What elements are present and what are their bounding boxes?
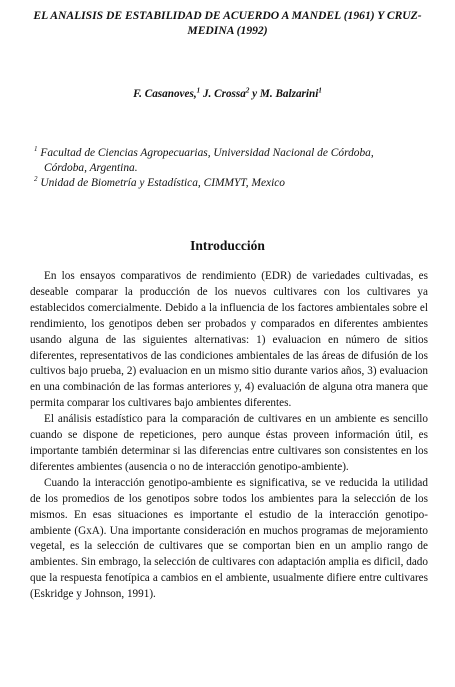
affiliation-item — [34, 146, 434, 176]
author-affiliation-mark: 2 — [245, 86, 250, 95]
affiliation-mark: 2 — [34, 175, 38, 184]
author-name: y M. Balzarini — [252, 88, 319, 100]
affiliation-location: Córdoba, Argentina. — [44, 162, 138, 174]
author-name: J. Crossa — [202, 88, 246, 100]
affiliation-text: Facultad de Ciencias Agropecuarias, Universidad Nacional de Córdoba, — [40, 147, 374, 159]
affiliations — [34, 146, 434, 191]
affiliation-text: Unidad de Biometría y Estadística, CIMMYT, Mexico — [40, 177, 286, 189]
section-body — [30, 269, 428, 603]
affiliation-item — [34, 176, 434, 191]
affiliation-mark: 1 — [34, 145, 38, 154]
paper-title: EL ANALISIS DE ESTABILIDAD DE ACUERDO A MANDEL (1961) Y CRUZ-MEDINA (1992) — [33, 9, 422, 37]
author-affiliation-mark: 1 — [196, 86, 201, 95]
section-heading: Introducción — [190, 238, 265, 253]
body-paragraph: El análisis estadístico para la comparación de cultivares en un ambiente es sencillo cuando se dispone de repeticiones, pero aunque éstas proveen información útil, es importante también determinar si las diferencias entre cultivares son consistentes en los diferentes ambientes (ausencia o no de interacción genotipo-ambiente). — [30, 413, 428, 473]
body-paragraph: En los ensayos comparativos de rendimiento (EDR) de variedades cultivadas, es deseable comparar la producción de los nuevos cultivares con los cultivares ya establecidos comercialmente. Debido a la influencia de los factores ambientales sobre el rendimiento, los genotipos deben ser probados y comparados en diferentes ambientes usando alguna de las siguientes alternativas: 1) evaluacion en número de sitios diferentes, representativos de las condiciones ambientales de las áreas de difusión de los cultivos bajo prueba, 2) evaluacion en un mismo sitio durante varios años, 3) evaluacion en una combinación de las formas anteriores y, 4) evaluación de alguna otra manera que permita comparar los cultivares bajo ambientes diferentes. — [30, 270, 428, 410]
author-list — [0, 87, 455, 101]
author-affiliation-mark: 1 — [318, 86, 322, 95]
author-name: F. Casanoves, — [133, 88, 197, 100]
body-paragraph: Cuando la interacción genotipo-ambiente es significativa, se ve reducida la utilidad de los promedios de los genotipos sobre todos los ambientes para la selección de los mismos. En esas situaciones es importante el estudio de la interacción genotipo-ambiente (GxA). Una importante consideración en muchos programas de mejoramiento vegetal, es la selección de cultivares que se comportan bien en un amplio rango de ambientes. Sin embrago, la selección de cultivares con adaptación amplia es dificil, dado que la respuesta fenotípica a cambios en el ambiente, usualmente difiere entre cultivares (Eskridge y Johnson, 1991). — [30, 476, 428, 601]
